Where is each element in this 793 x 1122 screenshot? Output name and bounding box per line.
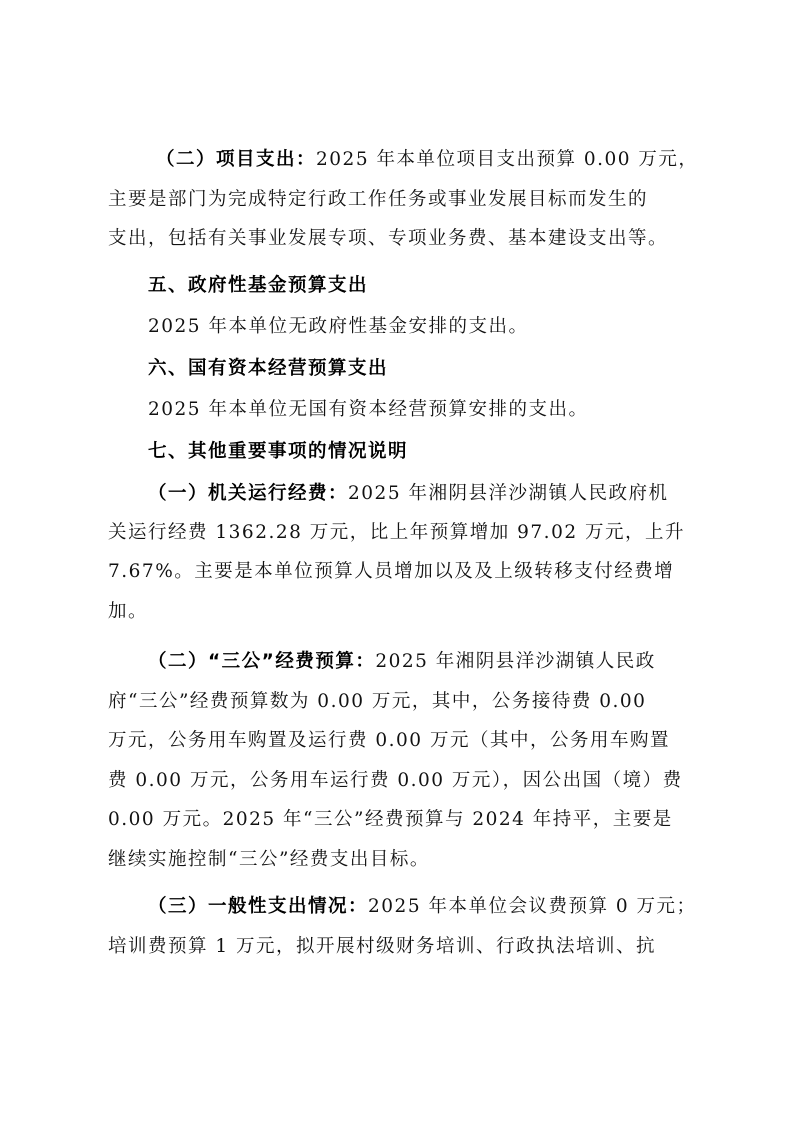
text-line: 2025 年本单位项目支出预算 0.00 万元， [316, 149, 699, 170]
three-public-expense-paragraph [148, 648, 793, 676]
text-line: 加。 [108, 601, 149, 622]
section-heading-other-matters: 七、其他重要事项的情况说明 [148, 441, 409, 462]
text-line: 支出，包括有关事业发展专项、专项业务费、基本建设支出等。 [108, 228, 669, 249]
text-line: 关运行经费 1362.28 万元，比上年预算增加 97.02 万元，上升 [108, 522, 685, 543]
operating-expense-paragraph [148, 480, 793, 508]
text-line: 2025 年本单位无政府性基金安排的支出。 [148, 316, 529, 337]
text-line: 2025 年湘阴县洋沙湖镇人民政 [375, 651, 656, 672]
text-line: 主要是部门为完成特定行政工作任务或事业发展目标而发生的 [108, 189, 649, 210]
text-line: 2025 年湘阴县洋沙湖镇人民政府机 [348, 483, 669, 504]
project-expense-paragraph [156, 146, 793, 174]
general-expense-paragraph [148, 893, 793, 921]
text-line: 2025 年本单位无国有资本经营预算安排的支出。 [148, 399, 589, 420]
text-line: 0.00 万元。2025 年“三公”经费预算与 2024 年持平，主要是 [108, 809, 673, 830]
section-heading-state-capital: 六、国有资本经营预算支出 [148, 358, 389, 379]
project-expense-heading: （二）项目支出： [156, 149, 317, 170]
text-line: 7.67%。主要是本单位预算人员增加以及及上级转移支付经费增 [108, 561, 675, 582]
general-expense-heading: （三）一般性支出情况： [148, 896, 369, 917]
three-public-expense-heading: （二）“三公”经费预算： [148, 651, 376, 672]
section-heading-government-fund: 五、政府性基金预算支出 [148, 275, 369, 296]
text-line: 费 0.00 万元，公务用车运行费 0.00 万元），因公出国（境）费 [108, 770, 683, 791]
operating-expense-heading: （一）机关运行经费： [148, 483, 349, 504]
text-line: 培训费预算 1 万元，拟开展村级财务培训、行政执法培训、抗 [108, 936, 657, 957]
text-line: 2025 年本单位会议费预算 0 万元； [368, 896, 697, 917]
text-line: 继续实施控制“三公”经费支出目标。 [108, 849, 430, 870]
text-line: 万元，公务用车购置及运行费 0.00 万元（其中，公务用车购置 [108, 730, 670, 751]
text-line: 府“三公”经费预算数为 0.00 万元，其中，公务接待费 0.00 [108, 691, 647, 712]
